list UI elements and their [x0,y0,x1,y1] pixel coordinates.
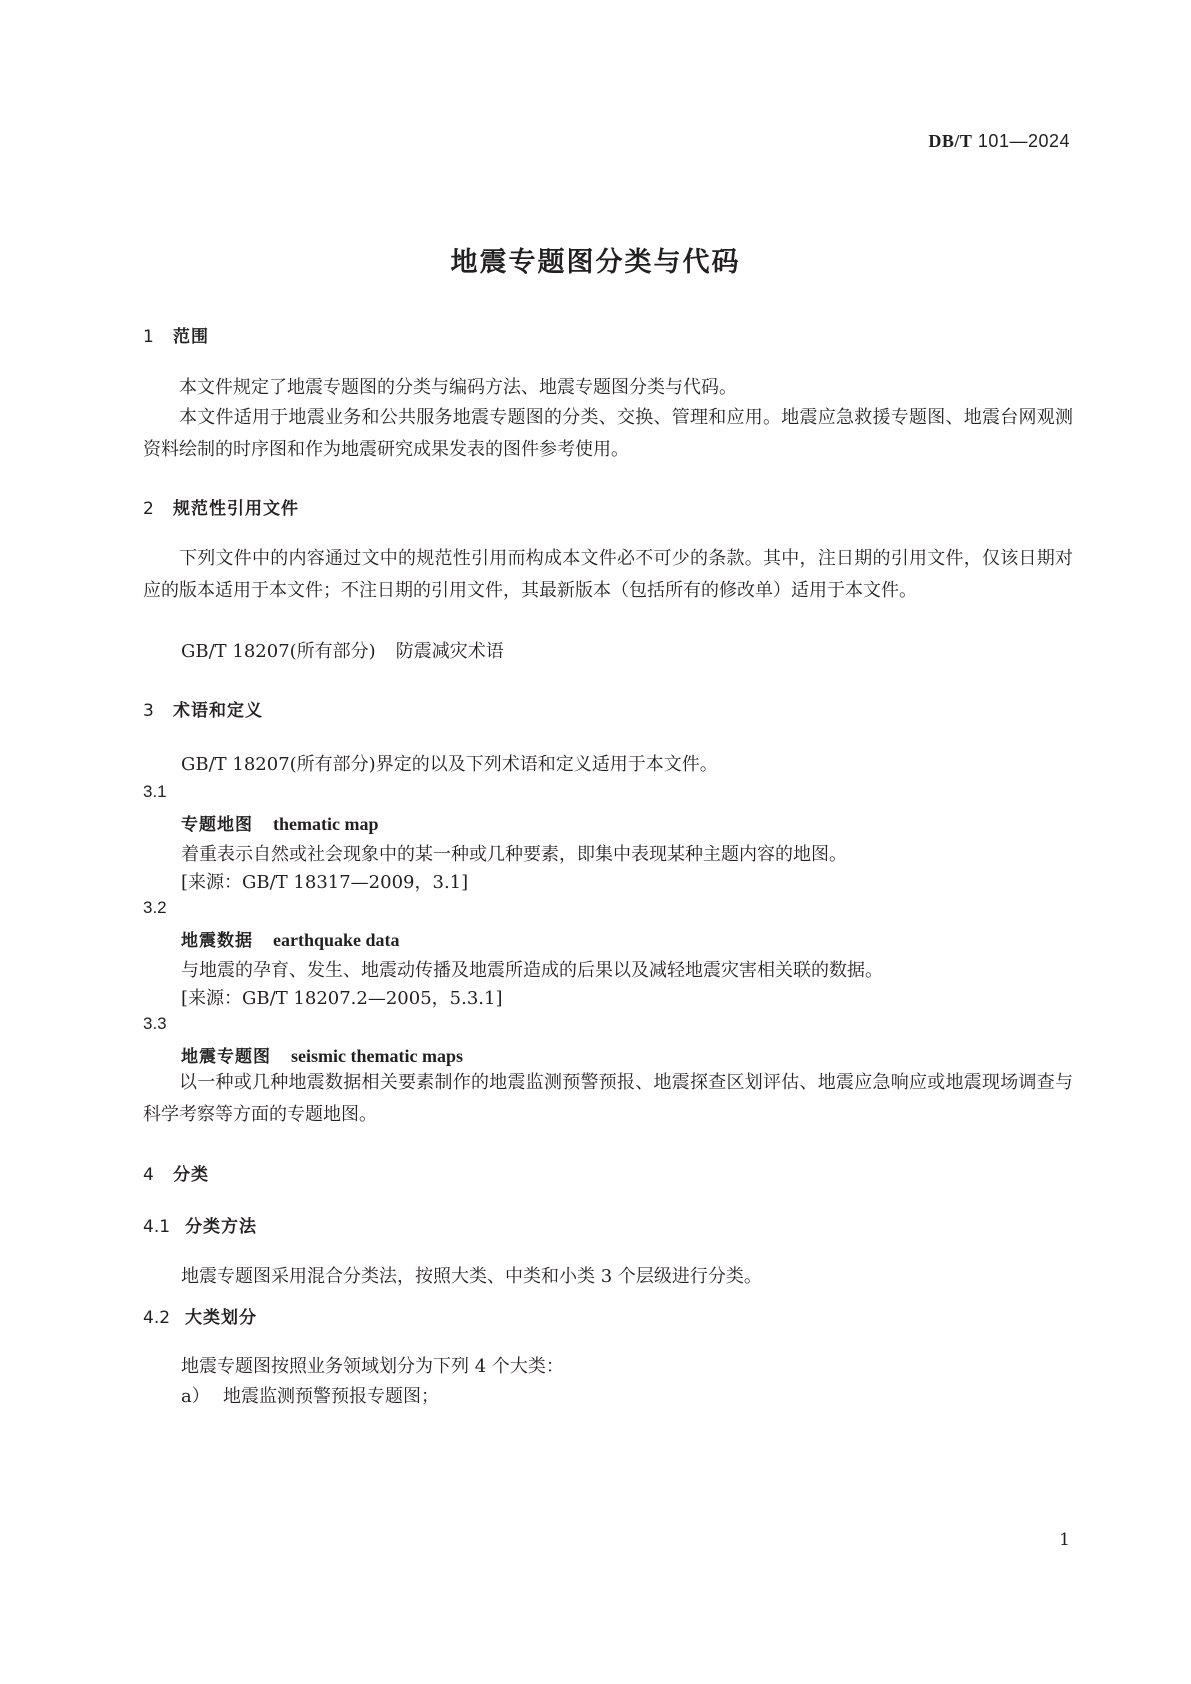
standard-number: 101—2024 [977,131,1070,151]
normative-reference [181,637,504,663]
section-number: 4 [143,1165,154,1185]
subsection-4-1-heading [143,1212,257,1237]
term-zh: 地震专题图 [181,1047,271,1067]
section-1-heading [143,322,209,347]
term-en: earthquake data [273,930,400,950]
subsection-4-1-paragraph: 地震专题图采用混合分类法，按照大类、中类和小类 3 个层级进行分类。 [181,1266,762,1287]
term-definition: 与地震的孕育、发生、地震动传播及地震所造成的后果以及减轻地震灾害相关联的数据。 [181,960,883,981]
list-item-text: 地震监测预警预报专题图； [223,1386,439,1407]
term-source: [来源：GB/T 18207.2—2005，5.3.1] [181,988,503,1009]
section-4-heading [143,1160,209,1185]
section-number: 3 [143,701,154,721]
term-definition: 着重表示自然或社会现象中的某一种或几种要素，即集中表现某种主题内容的地图。 [181,844,847,865]
term-heading [181,810,378,835]
terms-intro: GB/T 18207(所有部分)界定的以及下列术语和定义适用于本文件。 [181,754,718,775]
term-source: [来源：GB/T 18317—2009，3.1] [181,872,469,893]
section-title: 分类 [173,1165,209,1185]
section-number: 4.2 [143,1308,171,1328]
section-title: 范围 [173,327,209,347]
term-heading [181,1042,463,1067]
standard-prefix: DB/T [928,131,973,151]
subsection-4-2-paragraph: 地震专题图按照业务领域划分为下列 4 个大类： [181,1356,564,1377]
reference-code: GB/T 18207(所有部分) [181,641,376,662]
term-number: 3.2 [143,898,167,917]
document-title: 地震专题图分类与代码 [450,247,741,278]
list-marker: a） [181,1386,210,1407]
standard-code [928,131,1070,152]
term-number: 3.1 [143,782,167,801]
term-number: 3.3 [143,1014,167,1033]
reference-title: 防震减灾术语 [395,641,504,662]
section-number: 4.1 [143,1217,171,1237]
section-title: 术语和定义 [173,701,263,721]
term-en: seismic thematic maps [291,1046,463,1066]
term-heading [181,926,400,951]
section-title: 大类划分 [185,1308,257,1328]
section-number: 1 [143,327,154,347]
term-en: thematic map [273,814,379,834]
term-zh: 专题地图 [181,815,253,835]
section-title: 分类方法 [185,1217,257,1237]
section-1-paragraph-1: 本文件规定了地震专题图的分类与编码方法、地震专题图分类与代码。 [179,377,737,398]
subsection-4-2-heading [143,1303,257,1328]
section-2-heading [143,494,299,519]
section-3-heading [143,696,263,721]
section-number: 2 [143,499,154,519]
page-number: 1 [1059,1530,1070,1550]
section-2-paragraph: 下列文件中的内容通过文中的规范性引用而构成本文件必不可少的条款。其中，注日期的引用文件，仅该日期对应的版本适用于本文件；不注日期的引用文件，其最新版本（包括所有的修改单）适用于本文件。 [143,548,1073,601]
section-1-paragraph-2: 本文件适用于地震业务和公共服务地震专题图的分类、交换、管理和应用。地震应急救援专题图、地震台网观测资料绘制的时序图和作为地震研究成果发表的图件参考使用。 [143,407,1073,460]
term-definition: 以一种或几种地震数据相关要素制作的地震监测预警预报、地震探查区划评估、地震应急响应或地震现场调查与科学考察等方面的专题地图。 [143,1072,1073,1125]
section-title: 规范性引用文件 [173,499,299,519]
term-zh: 地震数据 [181,931,253,951]
list-item [181,1382,439,1408]
